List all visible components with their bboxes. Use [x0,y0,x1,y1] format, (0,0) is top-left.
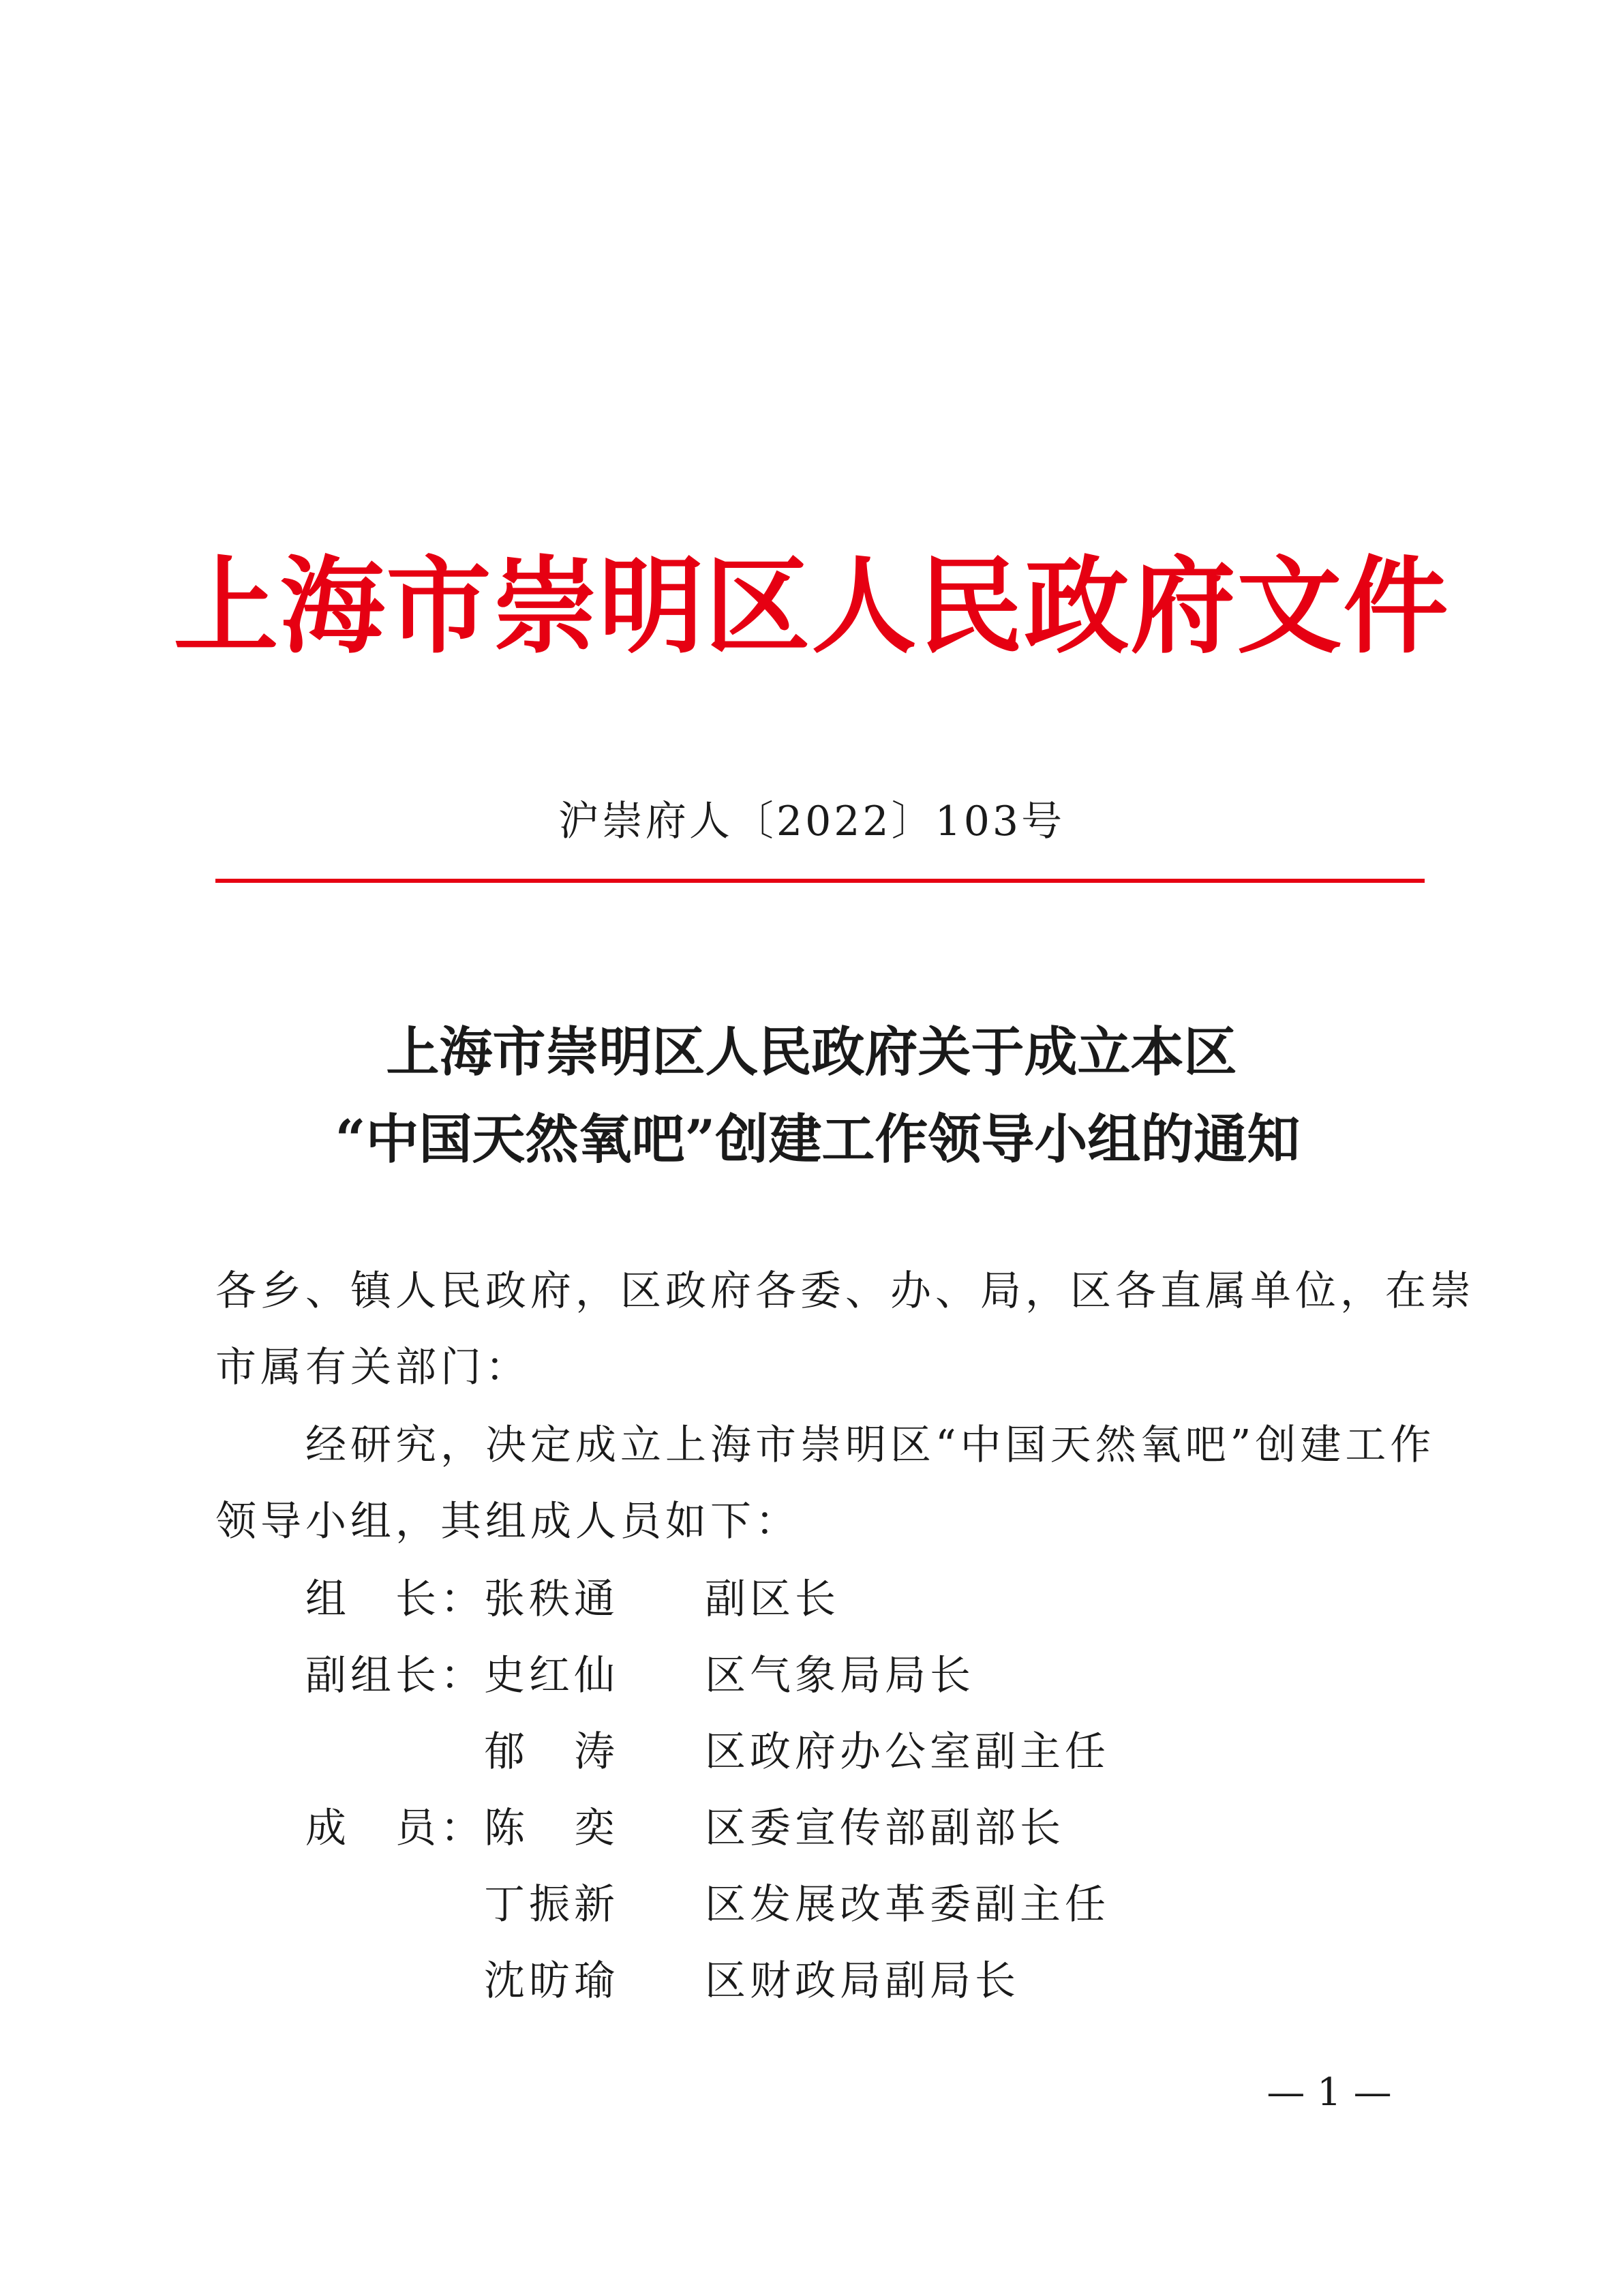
member-post: 区气象局局长 [705,1652,975,1700]
page-number: — 1 — [1266,2070,1392,2115]
body-paragraph-line-1: 经研究，决定成立上海市崇明区“中国天然氧吧”创建工作 [305,1421,1436,1469]
member-name: 丁振新 [484,1881,619,1929]
document-number: 沪崇府人〔2022〕103号 [558,798,1065,845]
member-name: 郁 涛 [484,1728,619,1776]
member-post: 区财政局副局长 [705,1957,1020,2005]
member-role: 副组长： [305,1652,485,1700]
member-post: 区政府办公室副主任 [705,1728,1110,1776]
addressee-line-1: 各乡、镇人民政府，区政府各委、办、局，区各直属单位，在崇 [215,1267,1475,1315]
addressee-line-2: 市属有关部门： [215,1344,530,1391]
member-name: 张秩通 [484,1575,619,1623]
document-title-line-1: 上海市崇明区人民政府关于成立本区 [386,1021,1237,1083]
member-name: 陈 奕 [484,1804,619,1852]
document-title [0,1009,1623,1183]
addressee-block [215,1253,1475,1406]
member-name: 史红仙 [484,1652,619,1700]
member-name: 沈昉瑜 [484,1957,619,2005]
document-title-line-2: “中国天然氧吧”创建工作领导小组的通知 [335,1108,1301,1170]
member-role: 成 员： [305,1804,485,1852]
member-post: 区发展改革委副主任 [705,1881,1110,1929]
member-post: 区委宣传部副部长 [705,1804,1065,1852]
member-role: 组 长： [305,1575,485,1623]
document-masthead: 上海市崇明区人民政府文件 [173,545,1450,668]
body-paragraph-line-2: 领导小组，其组成人员如下： [215,1498,800,1545]
red-divider-line [215,879,1425,883]
body-paragraph [215,1407,1436,1560]
member-post: 副区长 [705,1575,840,1623]
